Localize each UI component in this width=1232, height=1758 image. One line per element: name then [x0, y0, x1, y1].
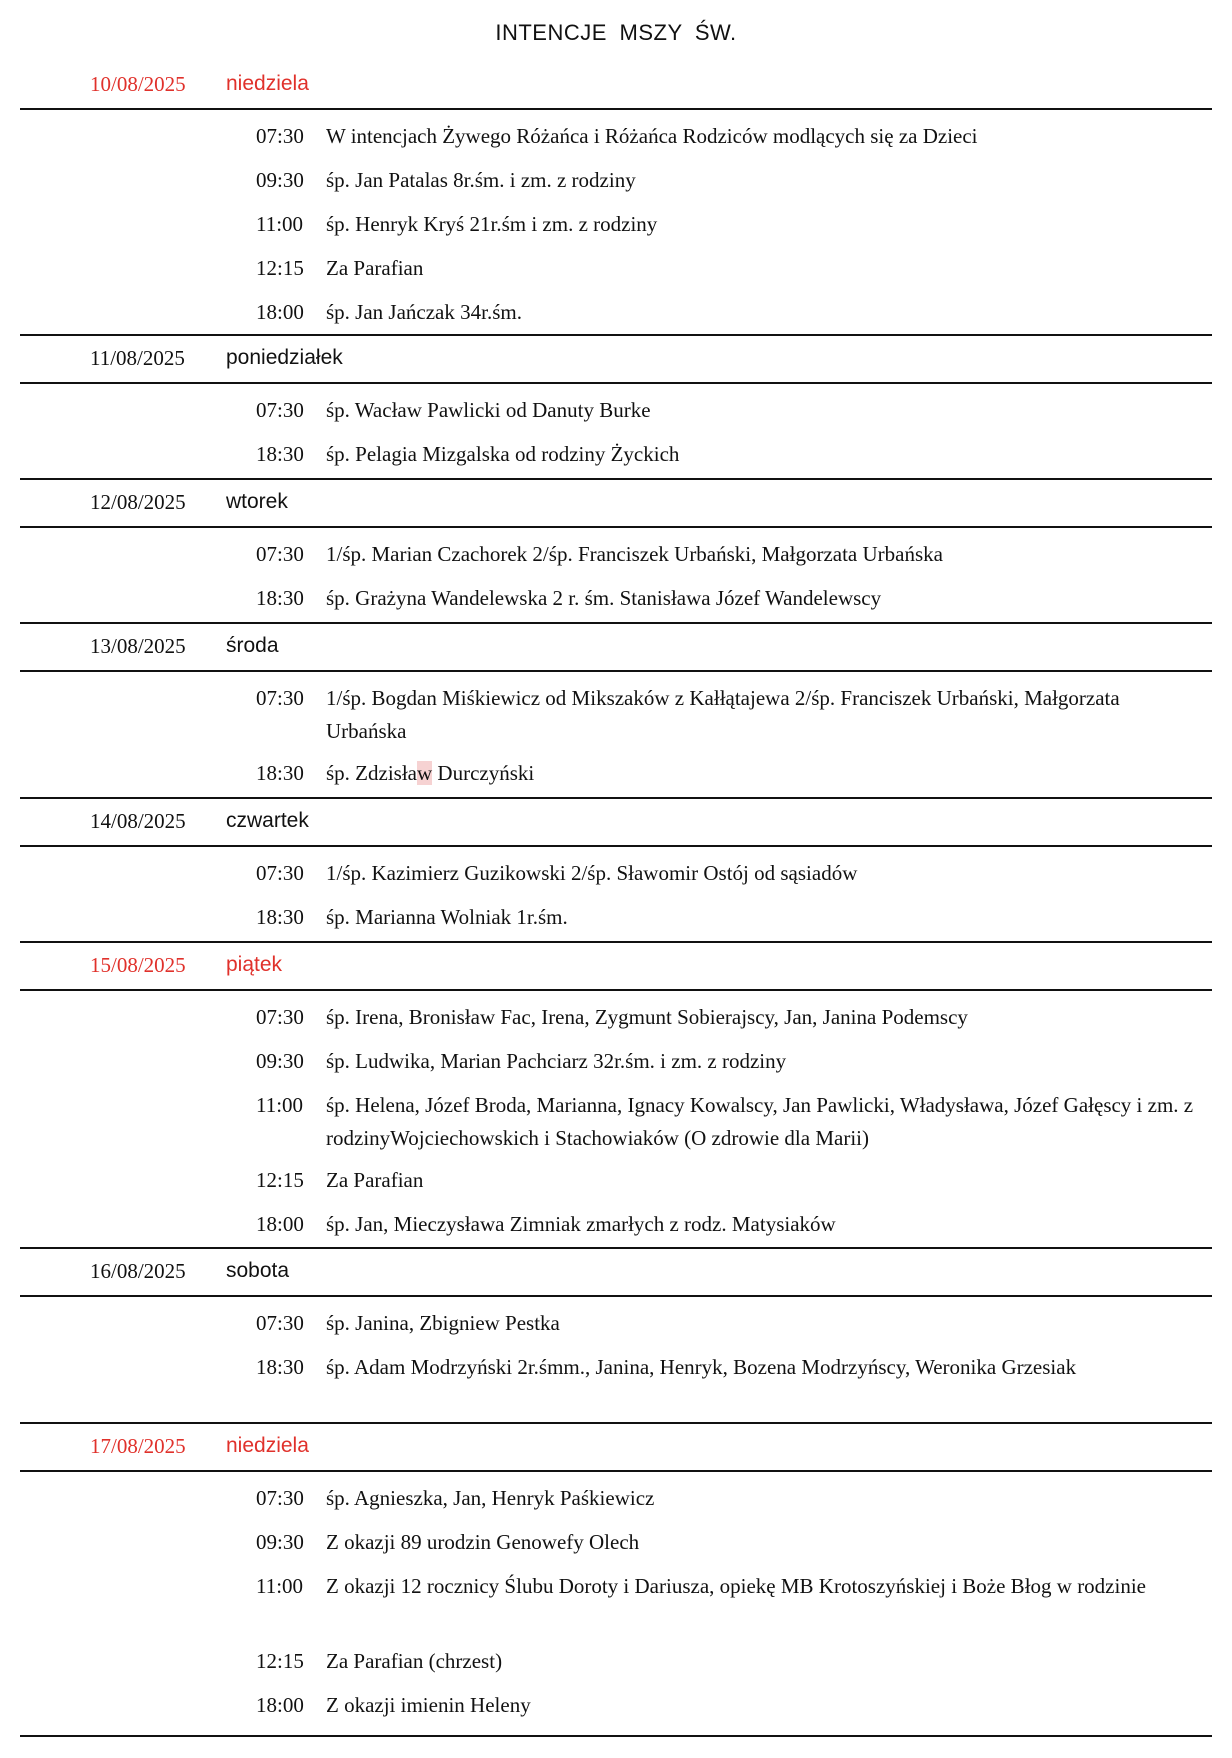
day-date: 13/08/2025 — [90, 634, 186, 658]
mass-time: 12:15 — [256, 1168, 304, 1192]
mass-row — [20, 1526, 1212, 1570]
day-name: czwartek — [226, 809, 309, 832]
divider — [20, 670, 1212, 672]
mass-time: 18:30 — [256, 905, 304, 929]
mass-time: 11:00 — [256, 212, 304, 236]
mass-time: 18:00 — [256, 1693, 304, 1717]
mass-list — [20, 382, 1212, 482]
day-name: poniedziałek — [226, 346, 343, 369]
mass-list — [20, 1295, 1212, 1426]
mass-time: 07:30 — [256, 1486, 304, 1510]
mass-time: 12:15 — [256, 256, 304, 280]
divider — [20, 382, 1212, 384]
mass-time: 18:30 — [256, 442, 304, 466]
mass-time: 07:30 — [256, 124, 304, 148]
mass-time: 07:30 — [256, 861, 304, 885]
mass-list — [20, 989, 1212, 1252]
day-section — [20, 480, 1212, 626]
mass-intention: Za Parafian (chrzest) — [326, 1649, 503, 1673]
mass-list — [20, 670, 1212, 801]
mass-intention: śp. Henryk Kryś 21r.śm i zm. z rodziny — [326, 212, 658, 236]
mass-intention: śp. Helena, Józef Broda, Marianna, Ignacy Kowalscy, Jan Pawlicki, Władysława, Józef Gałęscy i zm. z rodzinyWojciechowskich i Stachowiaków (O zdrowie dla Marii) — [326, 1093, 1194, 1150]
day-name: sobota — [226, 1259, 290, 1282]
divider — [20, 1295, 1212, 1297]
mass-intention: Za Parafian — [326, 1168, 424, 1192]
mass-row — [20, 1482, 1212, 1526]
mass-row — [20, 1570, 1212, 1645]
mass-intention: śp. Marianna Wolniak 1r.śm. — [326, 905, 568, 929]
mass-row — [20, 857, 1212, 901]
day-header — [20, 1424, 1212, 1470]
mass-time: 07:30 — [256, 398, 304, 422]
mass-row — [20, 901, 1212, 945]
day-header — [20, 624, 1212, 670]
mass-time: 07:30 — [256, 1311, 304, 1335]
mass-row — [20, 438, 1212, 482]
mass-row — [20, 1307, 1212, 1351]
divider — [20, 989, 1212, 991]
day-section — [20, 1249, 1212, 1426]
mass-list — [20, 1470, 1212, 1733]
day-header — [20, 799, 1212, 845]
mass-list — [20, 845, 1212, 945]
day-name: środa — [226, 634, 279, 657]
mass-list — [20, 108, 1212, 340]
day-section — [20, 943, 1212, 1252]
page-title: INTENCJE MSZY ŚW. — [495, 20, 737, 45]
day-name: niedziela — [226, 1434, 309, 1457]
day-header — [20, 1249, 1212, 1295]
mass-intention: Z okazji 12 rocznicy Ślubu Doroty i Dariusza, opiekę MB Krotoszyńskiej i Boże Błog w rodzinie — [326, 1574, 1146, 1598]
mass-intention: śp. Jan Patalas 8r.śm. i zm. z rodziny — [326, 168, 636, 192]
mass-intention: Z okazji imienin Heleny — [326, 1693, 531, 1717]
mass-intention: Za Parafian — [326, 256, 424, 280]
mass-row — [20, 1089, 1212, 1164]
mass-list — [20, 526, 1212, 626]
mass-time: 18:00 — [256, 300, 304, 324]
mass-intention: 1/śp. Marian Czachorek 2/śp. Franciszek Urbański, Małgorzata Urbańska — [326, 542, 943, 566]
mass-row — [20, 538, 1212, 582]
mass-intention: Z okazji 89 urodzin Genowefy Olech — [326, 1530, 640, 1554]
mass-time: 09:30 — [256, 1049, 304, 1073]
mass-intention: W intencjach Żywego Różańca i Różańca Rodziców modlących się za Dzieci — [326, 124, 978, 148]
mass-intention: śp. Adam Modrzyński 2r.śmm., Janina, Henryk, Bozena Modrzyńscy, Weronika Grzesiak — [326, 1355, 1077, 1379]
day-date: 12/08/2025 — [90, 490, 186, 514]
mass-intention: śp. Grażyna Wandelewska 2 r. śm. Stanisława Józef Wandelewscy — [326, 586, 882, 610]
mass-intention: śp. Wacław Pawlicki od Danuty Burke — [326, 398, 651, 422]
mass-intention: śp. Janina, Zbigniew Pestka — [326, 1311, 560, 1335]
mass-row — [20, 252, 1212, 296]
intention-part: Durczyński — [432, 761, 535, 785]
mass-time: 09:30 — [256, 1530, 304, 1554]
mass-time: 07:30 — [256, 1005, 304, 1029]
day-name: piątek — [226, 953, 283, 976]
day-header — [20, 336, 1212, 382]
mass-row — [20, 1645, 1212, 1689]
mass-intention: 1/śp. Kazimierz Guzikowski 2/śp. Sławomir Ostój od sąsiadów — [326, 861, 858, 885]
intention-part: śp. Zdzisła — [326, 761, 417, 785]
mass-intention: śp. Ludwika, Marian Pachciarz 32r.śm. i zm. z rodziny — [326, 1049, 787, 1073]
day-name: wtorek — [226, 490, 288, 513]
mass-row — [20, 1164, 1212, 1208]
day-date: 14/08/2025 — [90, 809, 186, 833]
mass-time: 18:00 — [256, 1212, 304, 1236]
day-name: niedziela — [226, 72, 309, 95]
mass-row — [20, 1689, 1212, 1733]
divider — [20, 1735, 1212, 1737]
mass-row — [20, 1351, 1212, 1426]
divider — [20, 845, 1212, 847]
mass-time: 09:30 — [256, 168, 304, 192]
mass-row — [20, 582, 1212, 626]
day-section — [20, 1424, 1212, 1733]
mass-time: 07:30 — [256, 686, 304, 710]
mass-row — [20, 208, 1212, 252]
day-header — [20, 62, 1212, 108]
mass-intention: śp. Agnieszka, Jan, Henryk Paśkiewicz — [326, 1486, 655, 1510]
mass-intention: 1/śp. Bogdan Miśkiewicz od Mikszaków z Kałłątajewa 2/śp. Franciszek Urbański, Małgorzata Urbańska — [326, 686, 1120, 743]
highlighted-text: w — [416, 761, 433, 785]
mass-time: 18:30 — [256, 586, 304, 610]
day-header — [20, 480, 1212, 526]
mass-row — [20, 1208, 1212, 1252]
mass-intention: śp. Jan, Mieczysława Zimniak zmarłych z rodz. Matysiaków — [326, 1212, 836, 1236]
day-date: 17/08/2025 — [90, 1434, 186, 1458]
mass-time: 18:30 — [256, 1355, 304, 1379]
divider — [20, 526, 1212, 528]
mass-intention: śp. Irena, Bronisław Fac, Irena, Zygmunt Sobierajscy, Jan, Janina Podemscy — [326, 1005, 968, 1029]
mass-row — [20, 757, 1212, 801]
mass-row — [20, 682, 1212, 757]
mass-row — [20, 1045, 1212, 1089]
mass-row — [20, 164, 1212, 208]
day-header — [20, 943, 1212, 989]
mass-row — [20, 1001, 1212, 1045]
mass-time: 18:30 — [256, 761, 304, 785]
day-section — [20, 799, 1212, 945]
mass-intention: śp. Pelagia Mizgalska od rodziny Życkich — [326, 442, 680, 466]
day-section — [20, 62, 1212, 340]
day-date: 10/08/2025 — [90, 72, 186, 96]
divider — [20, 108, 1212, 110]
mass-intention — [326, 757, 1196, 790]
mass-time: 07:30 — [256, 542, 304, 566]
day-date: 15/08/2025 — [90, 953, 186, 977]
mass-time: 12:15 — [256, 1649, 304, 1673]
day-date: 11/08/2025 — [90, 346, 185, 370]
mass-time: 11:00 — [256, 1093, 304, 1117]
mass-intention: śp. Jan Jańczak 34r.śm. — [326, 300, 522, 324]
mass-row — [20, 120, 1212, 164]
divider — [20, 1470, 1212, 1472]
day-date: 16/08/2025 — [90, 1259, 186, 1283]
day-section — [20, 336, 1212, 482]
mass-time: 11:00 — [256, 1574, 304, 1598]
mass-row — [20, 394, 1212, 438]
day-section — [20, 624, 1212, 801]
